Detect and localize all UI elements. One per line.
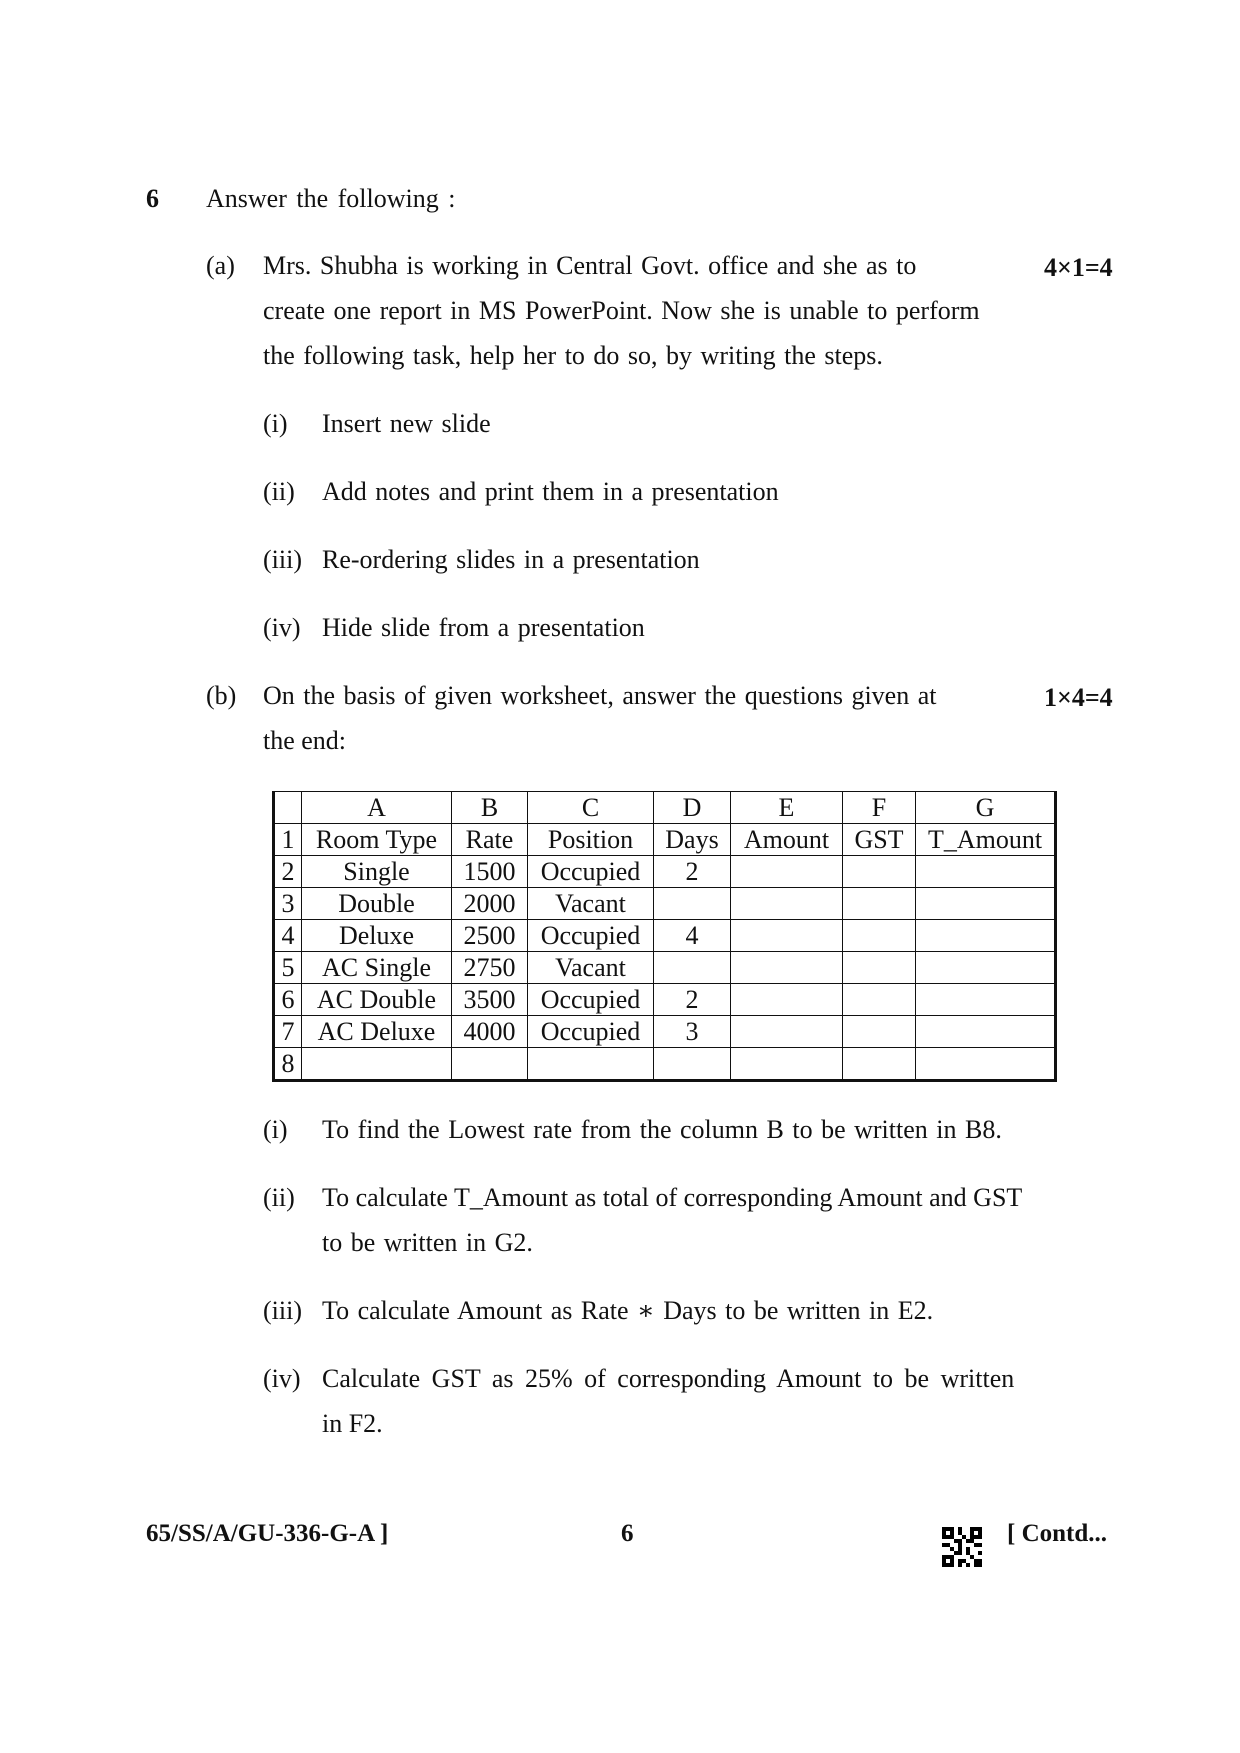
part-b-item-1-text: To find the Lowest rate from the column B to be written in B8. [322,1115,1002,1144]
part-b-item-4-line-2: in F2. [322,1409,383,1438]
worksheet-cell [452,1048,528,1081]
column-letter-cell: F [843,792,916,824]
worksheet-cell: Position [528,824,654,856]
worksheet-row [274,952,1056,984]
worksheet-cell: 2500 [452,920,528,952]
worksheet-cell: Deluxe [302,920,452,952]
worksheet-cell: AC Double [302,984,452,1016]
worksheet-cell: Occupied [528,920,654,952]
row-number-cell: 7 [274,1016,302,1048]
worksheet-cell: GST [843,824,916,856]
worksheet-cell [843,1048,916,1081]
worksheet-cell [731,888,843,920]
worksheet-cell: Double [302,888,452,920]
part-a-line-2: create one report in MS PowerPoint. Now she is unable to perform [263,296,980,325]
column-letter-cell [274,792,302,824]
column-letter-cell: E [731,792,843,824]
worksheet-cell: 2 [654,984,731,1016]
worksheet-cell: T_Amount [916,824,1056,856]
part-a-item-1-text: Insert new slide [322,409,491,438]
worksheet-cell: 3 [654,1016,731,1048]
worksheet-cell: AC Deluxe [302,1016,452,1048]
question-number: 6 [146,184,159,213]
worksheet-cell [654,1048,731,1081]
worksheet-cell [843,952,916,984]
worksheet-cell: 2000 [452,888,528,920]
row-number-cell: 2 [274,856,302,888]
footer-paper-code: 65/SS/A/GU-336-G-A ] [146,1520,389,1547]
worksheet-row [274,984,1056,1016]
part-a-line-3: the following task, help her to do so, by writing the steps. [263,341,883,370]
worksheet-cell [916,1048,1056,1081]
part-b-marks: 1×4=4 [1044,683,1113,712]
part-b-item-2-line-1: To calculate T_Amount as total of corresponding Amount and GST [322,1183,1023,1212]
question-heading: Answer the following : [206,184,456,213]
worksheet-cell [843,920,916,952]
part-b-item-2-num: (ii) [263,1183,295,1212]
worksheet-cell: Rate [452,824,528,856]
worksheet-cell [528,1048,654,1081]
worksheet-cell: 4000 [452,1016,528,1048]
worksheet-cell: Amount [731,824,843,856]
part-a-label: (a) [206,251,235,280]
worksheet-cell [916,888,1056,920]
worksheet-cell [916,984,1056,1016]
worksheet-cell [654,952,731,984]
part-b-line-2: the end: [263,726,347,755]
footer-page-number: 6 [621,1520,634,1547]
row-number-cell: 6 [274,984,302,1016]
worksheet-cell [843,888,916,920]
part-a-item-1-num: (i) [263,409,288,438]
worksheet-cell [731,920,843,952]
worksheet-cell [916,1016,1056,1048]
row-number-cell: 5 [274,952,302,984]
part-b-item-3-num: (iii) [263,1296,302,1325]
part-b-item-2-line-2: to be written in G2. [322,1228,533,1257]
worksheet-row [274,1016,1056,1048]
worksheet-cell: Days [654,824,731,856]
worksheet-cell: Occupied [528,1016,654,1048]
worksheet-row [274,856,1056,888]
row-number-cell: 8 [274,1048,302,1081]
worksheet-cell [731,856,843,888]
worksheet-cell: 4 [654,920,731,952]
part-a-item-4-num: (iv) [263,613,301,642]
worksheet-cell [731,952,843,984]
worksheet-cell: 2 [654,856,731,888]
worksheet-cell: AC Single [302,952,452,984]
part-b-item-4-num: (iv) [263,1364,301,1393]
worksheet-cell [654,888,731,920]
worksheet-table [272,791,1057,1082]
worksheet-cell: 1500 [452,856,528,888]
part-a-item-2-num: (ii) [263,477,295,506]
part-b-item-1-num: (i) [263,1115,288,1144]
qr-code-icon [942,1527,982,1567]
worksheet-row [274,920,1056,952]
worksheet-cell [916,856,1056,888]
worksheet-cell [731,984,843,1016]
footer-contd: [ Contd... [1007,1520,1108,1547]
worksheet-cell [843,856,916,888]
row-number-cell: 1 [274,824,302,856]
worksheet-cell [843,984,916,1016]
row-number-cell: 3 [274,888,302,920]
worksheet-cell [731,1048,843,1081]
column-letter-cell: D [654,792,731,824]
worksheet-cell [843,1016,916,1048]
column-letter-cell: A [302,792,452,824]
worksheet-cell: Single [302,856,452,888]
worksheet-cell: 2750 [452,952,528,984]
worksheet-cell [916,952,1056,984]
worksheet-row [274,824,1056,856]
part-b-line-1: On the basis of given worksheet, answer the questions given at [263,681,937,710]
worksheet-cell: Occupied [528,984,654,1016]
part-a-item-3-text: Re-ordering slides in a presentation [322,545,700,574]
worksheet-cell: Vacant [528,952,654,984]
worksheet-row [274,888,1056,920]
worksheet-row [274,1048,1056,1081]
part-b-item-3-text: To calculate Amount as Rate ∗ Days to be written in E2. [322,1296,934,1325]
worksheet-cell [916,920,1056,952]
column-letter-cell: C [528,792,654,824]
part-b-item-4-line-1: Calculate GST as 25% of corresponding Amount to be written [322,1364,1015,1393]
part-a-item-3-num: (iii) [263,545,302,574]
part-a-line-1: Mrs. Shubha is working in Central Govt. office and she as to [263,251,917,280]
worksheet-cell [302,1048,452,1081]
part-a-item-4-text: Hide slide from a presentation [322,613,645,642]
part-a-item-2-text: Add notes and print them in a presentation [322,477,779,506]
row-number-cell: 4 [274,920,302,952]
worksheet-cell: Room Type [302,824,452,856]
column-letter-cell: G [916,792,1056,824]
part-b-label: (b) [206,681,237,710]
worksheet-column-header-row [274,792,1056,824]
worksheet-cell: Vacant [528,888,654,920]
column-letter-cell: B [452,792,528,824]
worksheet-cell [731,1016,843,1048]
worksheet-cell: Occupied [528,856,654,888]
worksheet-cell: 3500 [452,984,528,1016]
part-a-marks: 4×1=4 [1044,253,1113,282]
